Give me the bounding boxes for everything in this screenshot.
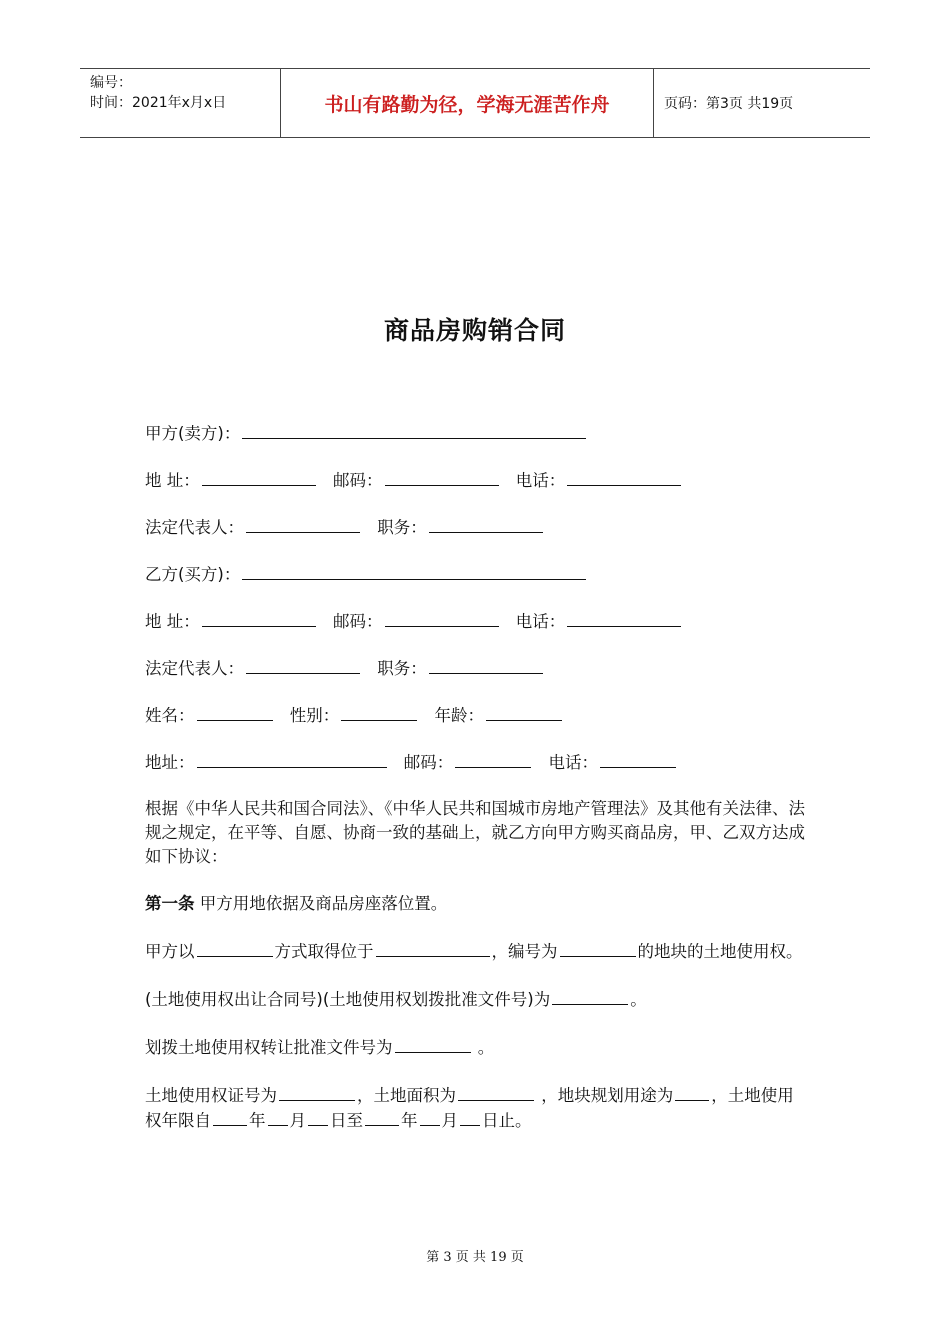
postcode-label: 邮码： [403,753,454,772]
phone-blank [567,609,681,627]
number-label: 编号： [90,75,132,91]
buyer-blank [242,562,586,580]
phone-label: 电话： [515,471,566,490]
document-header [80,68,870,138]
text-segment: ，土地使用权年限自 [145,1086,794,1130]
time-label: 时间：2021年x月x日 [90,95,227,111]
position-blank [429,515,543,533]
legal-rep-blank [246,515,360,533]
area-blank [458,1083,534,1101]
text-segment: 月 [441,1111,458,1130]
name-label: 姓名： [145,706,195,725]
buyer-contact-line [145,750,810,774]
postcode-label: 邮码： [333,612,383,631]
contract-number-paragraph [145,987,810,1012]
seller-line [145,421,810,445]
plot-number-blank [560,939,636,957]
text-segment: 甲方以 [145,942,195,961]
text-segment: 日至 [330,1111,363,1130]
age-label: 年龄： [434,706,484,725]
phone-label: 电话： [515,612,566,631]
buyer-line [145,562,810,586]
postcode-label: 邮码： [333,471,383,490]
seller-address-line [145,468,810,492]
text-segment: 方式取得位于 [274,942,374,961]
buyer-label: 乙方(买方)： [145,565,241,584]
text-segment: 月 [289,1111,306,1130]
text-segment: 土地使用权证号为 [145,1086,277,1105]
text-segment: 年 [249,1111,266,1130]
buyer-personal-line [145,703,810,727]
text-segment: ，土地面积为 [357,1086,456,1105]
phone-label: 电话： [548,753,598,772]
position-label: 职务： [377,518,427,537]
land-acquisition-paragraph [145,939,810,964]
start-month-blank [268,1108,288,1126]
end-day-blank [460,1108,480,1126]
name-blank [197,703,273,721]
seller-blank [242,421,586,439]
transfer-approval-paragraph [145,1035,810,1060]
legal-rep-blank [246,656,360,674]
address-blank [202,468,316,486]
approval-number-blank [395,1035,471,1053]
address2-blank [197,750,387,768]
phone-blank [567,468,681,486]
address-blank [202,609,316,627]
text-segment: ，地块规划用途为 [536,1086,674,1105]
end-month-blank [420,1108,440,1126]
certificate-blank [279,1083,355,1101]
phone-blank [600,750,676,768]
buyer-address-line [145,609,810,633]
header-page-info: 页码：第3页 共19页 [664,96,794,112]
legal-rep-label: 法定代表人： [145,659,244,678]
text-segment: 年 [401,1111,418,1130]
contract-title: 商品房购销合同 [383,316,566,345]
seller-label: 甲方(卖方)： [145,424,241,443]
address-label: 地 址： [145,471,200,490]
buyer-rep-line [145,656,810,680]
article-1-heading: 第一条 [145,894,195,913]
method-blank [197,939,273,957]
position-label: 职务： [377,659,427,678]
text-segment: (土地使用权出让合同号)(土地使用权划拨批准文件号)为 [145,990,551,1009]
contract-number-blank [552,987,628,1005]
gender-blank [341,703,417,721]
end-year-blank [365,1108,399,1126]
address2-label: 地址： [145,753,195,772]
page-footer: 第 3 页 共 19 页 [426,1250,524,1265]
postcode-blank [385,468,499,486]
intro-paragraph: 根据《中华人民共和国合同法》、《中华人民共和国城市房地产管理法》及其他有关法律、法规之规定，在平等、自愿、协商一致的基础上，就乙方向甲方购买商品房，甲、乙双方达成如下协议： [145,799,805,866]
text-segment: 。 [472,1038,495,1057]
location-blank [376,939,490,957]
land-certificate-paragraph [145,1083,810,1133]
gender-label: 性别： [289,706,340,725]
text-segment: ，编号为 [491,942,558,961]
text-segment: 划拨土地使用权转让批准文件号为 [145,1038,393,1057]
postcode-blank [385,609,499,627]
contract-body [145,421,810,1156]
position-blank [429,656,543,674]
text-segment: 。 [630,990,647,1009]
header-motto: 书山有路勤为径，学海无涯苦作舟 [281,69,654,137]
seller-rep-line [145,515,810,539]
article-1 [145,892,810,916]
article-1-text: 甲方用地依据及商品房座落位置。 [194,894,448,913]
address-label: 地 址： [145,612,200,631]
postcode-blank [455,750,531,768]
text-segment: 日止。 [482,1111,532,1130]
age-blank [486,703,562,721]
legal-rep-label: 法定代表人： [145,518,244,537]
header-meta [80,69,281,137]
text-segment: 的地块的土地使用权。 [637,942,803,961]
usage-blank [675,1083,709,1101]
start-year-blank [213,1108,247,1126]
start-day-blank [308,1108,328,1126]
